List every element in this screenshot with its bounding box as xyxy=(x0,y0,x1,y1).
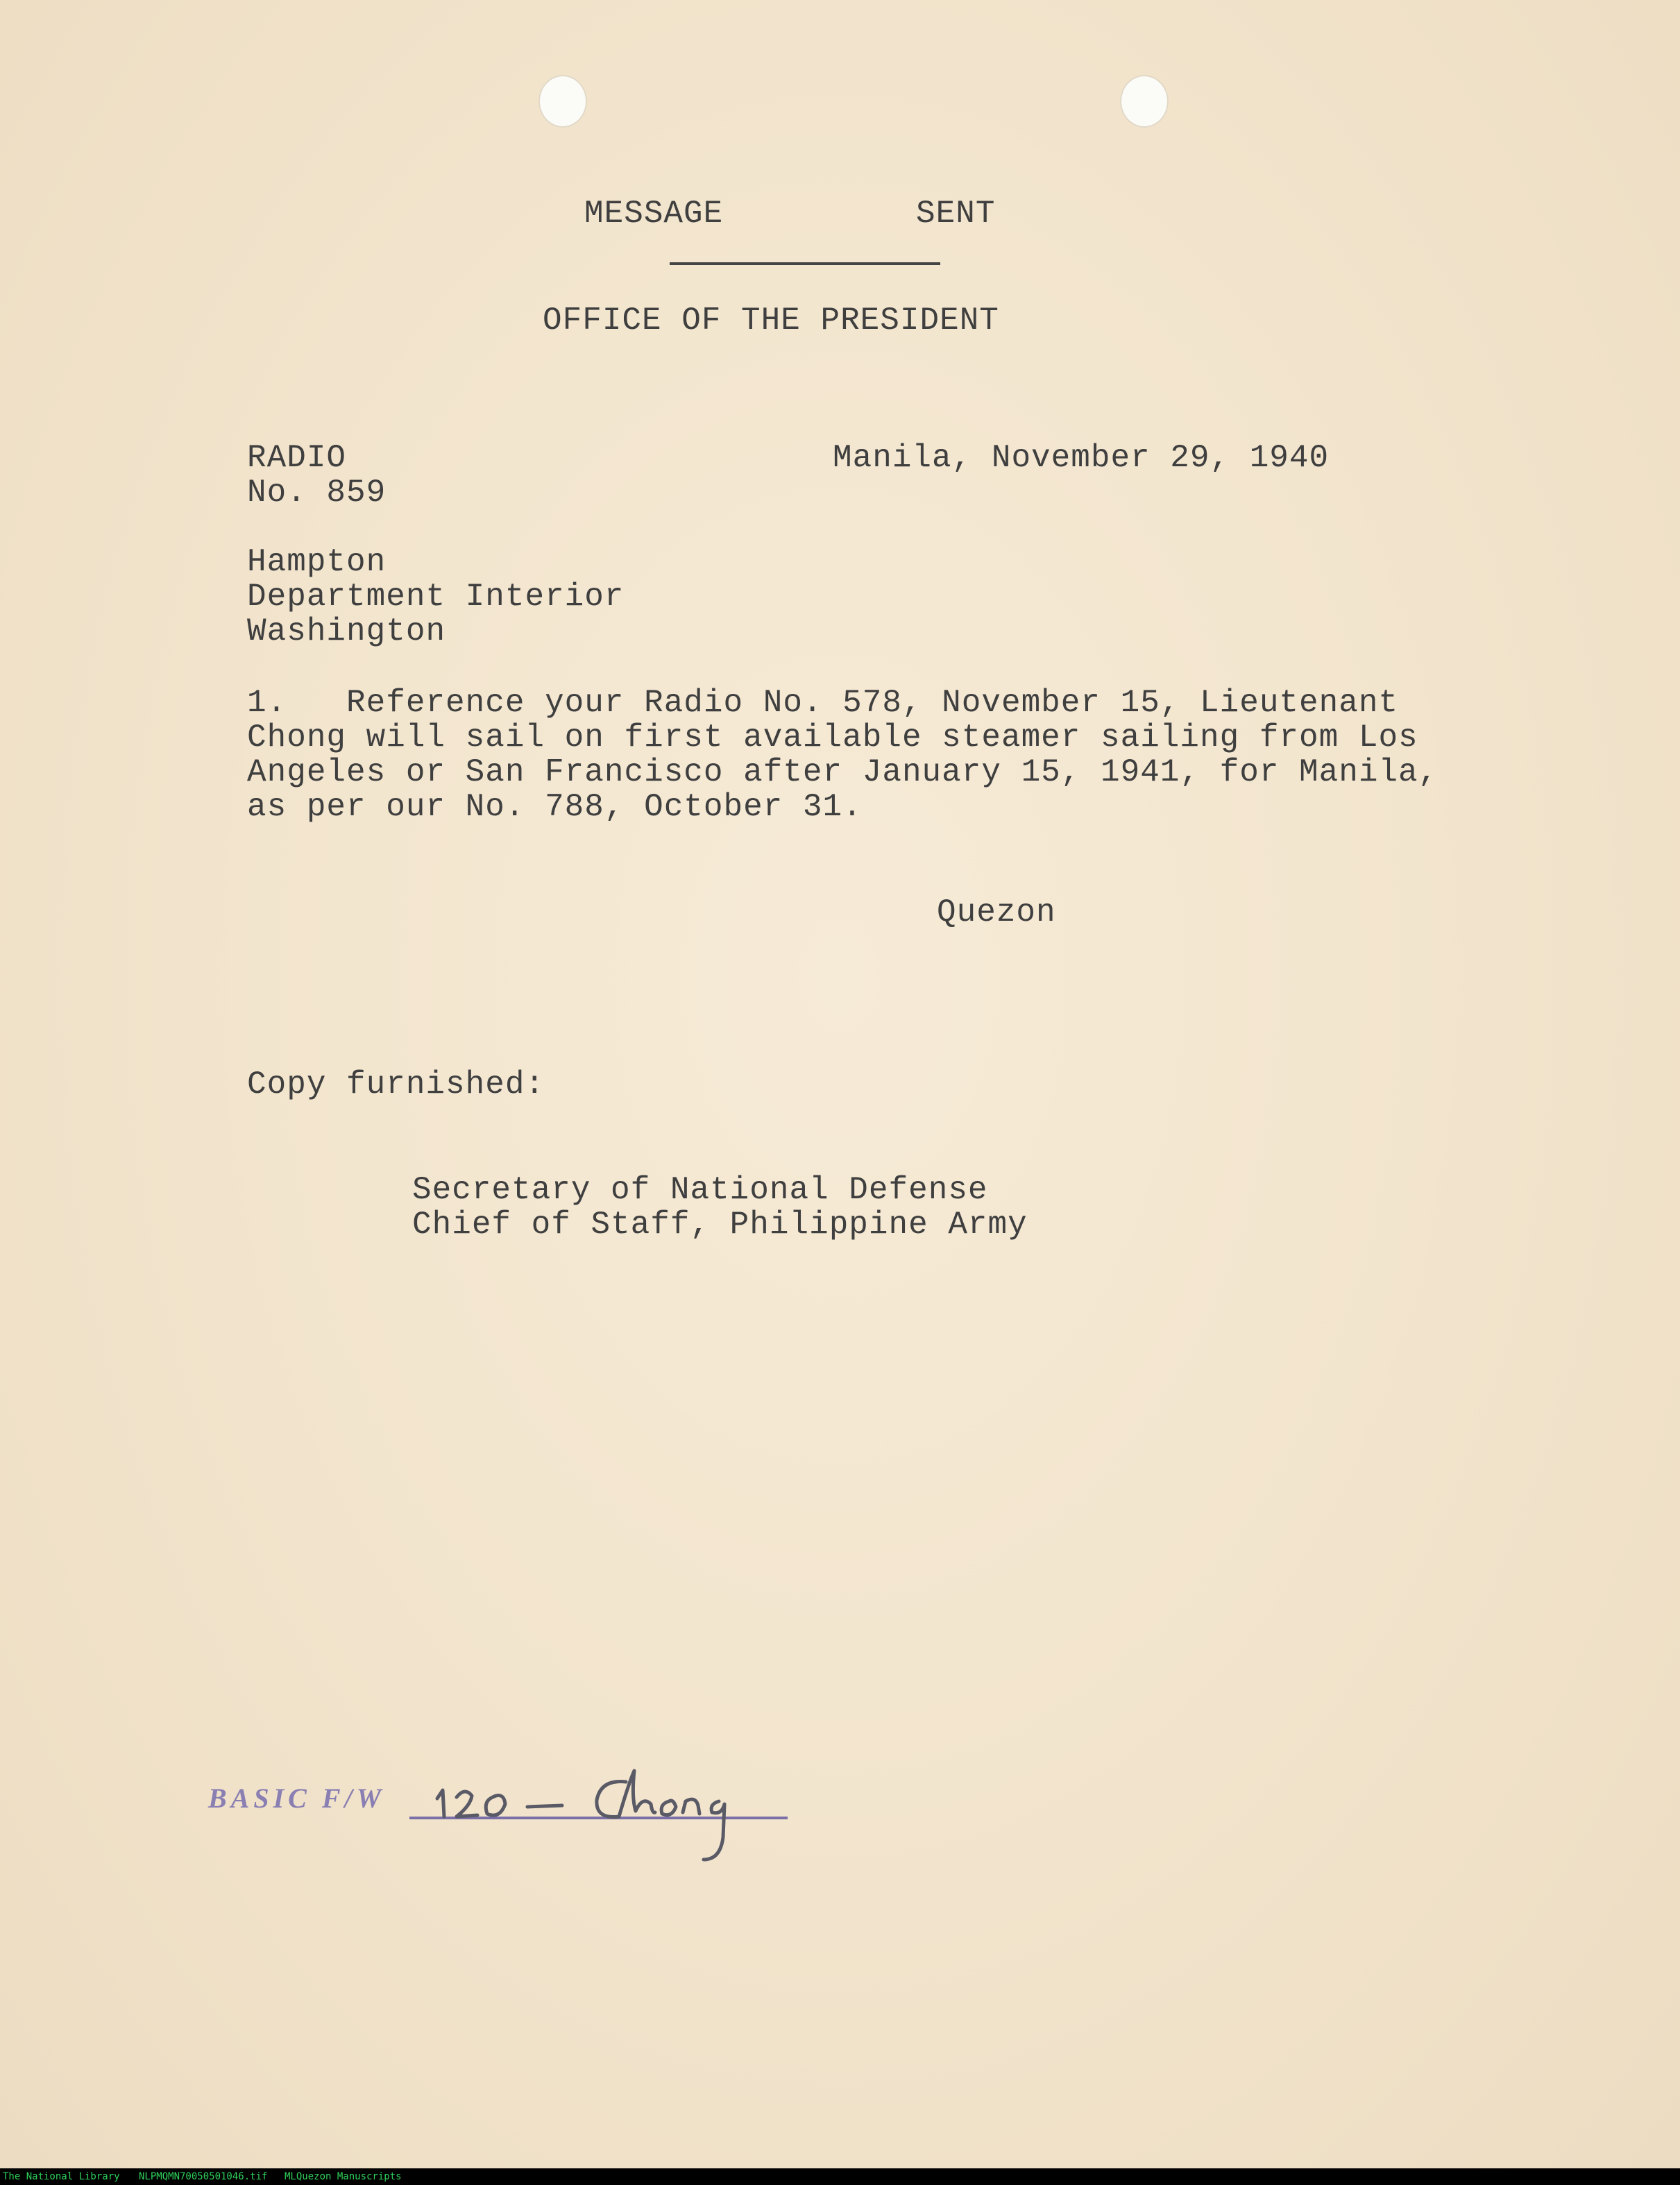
footer-filename: NLPMQMN70050501046.tif xyxy=(139,2171,268,2182)
header-divider xyxy=(670,262,940,265)
body-line: 1. Reference your Radio No. 578, November 15, Lieutenant xyxy=(247,685,1399,721)
message-number: No. 859 xyxy=(247,475,387,511)
footer-collection: MLQuezon Manuscripts xyxy=(285,2171,402,2182)
punch-hole-left xyxy=(538,75,587,128)
handwritten-file-reference xyxy=(423,1755,784,1873)
addressee-line: Washington xyxy=(247,613,446,649)
footer-library: The National Library xyxy=(3,2171,120,2182)
body-line: Angeles or San Francisco after January 15, 1941, for Manila, xyxy=(247,754,1439,790)
basic-fw-stamp: BASIC F/W xyxy=(208,1783,386,1814)
addressee-line: Department Interior xyxy=(247,579,625,615)
header-title-message: MESSAGE xyxy=(584,196,724,232)
body-line: as per our No. 788, October 31. xyxy=(247,789,863,825)
punch-hole-right xyxy=(1120,75,1169,128)
copy-recipient: Secretary of National Defense xyxy=(412,1172,988,1208)
archive-footer-bar xyxy=(0,2168,1680,2185)
office-heading: OFFICE OF THE PRESIDENT xyxy=(543,303,999,339)
copy-recipient: Chief of Staff, Philippine Army xyxy=(412,1207,1028,1243)
message-type: RADIO xyxy=(247,440,347,476)
body-line: Chong will sail on first available steamer sailing from Los xyxy=(247,720,1418,756)
addressee-line: Hampton xyxy=(247,544,387,580)
signature-name: Quezon xyxy=(937,894,1056,930)
header-title-sent: SENT xyxy=(916,196,996,232)
place-date: Manila, November 29, 1940 xyxy=(833,440,1330,476)
copy-furnished-label: Copy furnished: xyxy=(247,1066,545,1103)
